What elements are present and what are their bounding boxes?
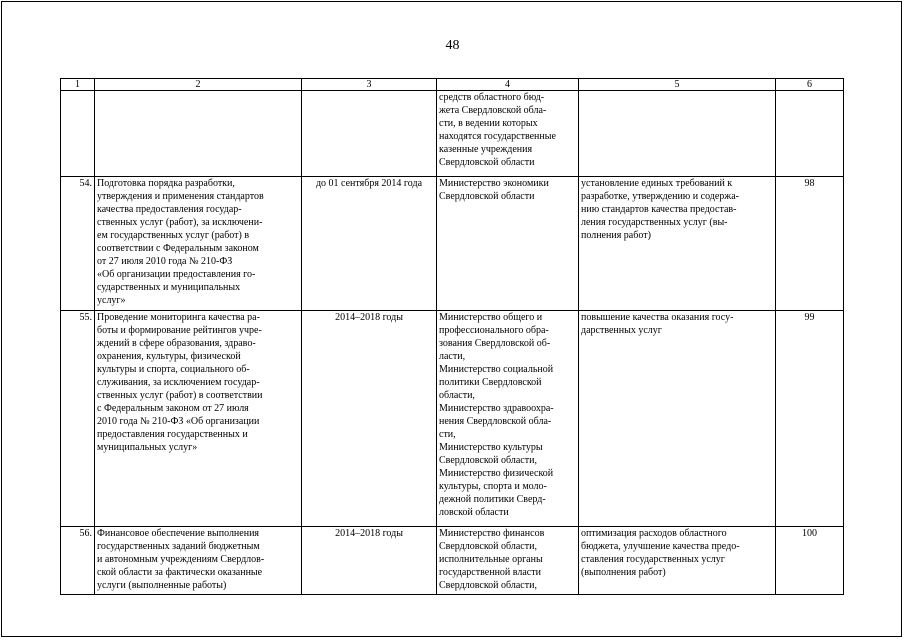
result-cell: установление единых требований к разработке, утверждению и содержа- нию стандартов качества предостав- ления государственных услуг (вы- полнения работ) [579,177,776,311]
action-cell: Подготовка порядка разработки, утверждения и применения стандартов качества предоставления государ- ственных услуг (работ), за исключени- ем государственных услуг (работ) в соответствии с Федеральным законом от 27 июля 2010 года № 210-ФЗ «Об организации предоставления го- сударственных и муниципальных услуг» [95,177,302,311]
score-cell: 99 [776,311,844,527]
header-col-2: 2 [95,79,302,91]
table-row [61,527,844,595]
action-cell [95,91,302,177]
result-cell [579,91,776,177]
score-cell: 100 [776,527,844,595]
period-cell: 2014–2018 годы [302,311,437,527]
header-col-3: 3 [302,79,437,91]
row-number: 55. [61,311,95,527]
measures-table [60,78,844,595]
score-cell [776,91,844,177]
header-col-4: 4 [437,79,579,91]
table-row [61,177,844,311]
period-cell: до 01 сентября 2014 года [302,177,437,311]
executor-cell: Министерство финансов Свердловской области, исполнительные органы государственной власти Свердловской области, [437,527,579,595]
row-number: 54. [61,177,95,311]
executor-cell: средств областного бюд- жета Свердловской обла- сти, в ведении которых находятся государственные казенные учреждения Свердловской области [437,91,579,177]
row-number [61,91,95,177]
header-col-1: 1 [61,79,95,91]
action-cell: Финансовое обеспечение выполнения государственных заданий бюджетным и автономным учреждениям Свердлов- ской области за фактически оказанные услуги (выполненные работы) [95,527,302,595]
table-row [61,311,844,527]
period-cell: 2014–2018 годы [302,527,437,595]
period-cell [302,91,437,177]
score-cell: 98 [776,177,844,311]
row-number: 56. [61,527,95,595]
table-row [61,91,844,177]
result-cell: повышение качества оказания госу- дарственных услуг [579,311,776,527]
result-cell: оптимизация расходов областного бюджета, улучшение качества предо- ставления государственных услуг (выполнения работ) [579,527,776,595]
header-col-5: 5 [579,79,776,91]
header-col-6: 6 [776,79,844,91]
action-cell: Проведение мониторинга качества ра- боты и формирование рейтингов учре- ждений в сфере образования, здраво- охранения, культуры, физической культуры и спорта, социального об- служивания, за исключением государ- ственных услуг (работ) в соответствии с Федеральным законом от 27 июля 2010 года № 210-ФЗ «Об организации предоставления государственных и муниципальных услуг» [95,311,302,527]
page-number: 48 [445,38,460,53]
table-header-row [61,79,844,91]
executor-cell: Министерство общего и профессионального обра- зования Свердловской об- ласти, Министерство социальной политики Свердловской области, Министерство здравоохра- нения Свердловской обла- сти, Министерство культуры Свердловской области, Министерство физической культуры, спорта и моло- дежной политики Сверд- ловской области [437,311,579,527]
executor-cell: Министерство экономики Свердловской области [437,177,579,311]
